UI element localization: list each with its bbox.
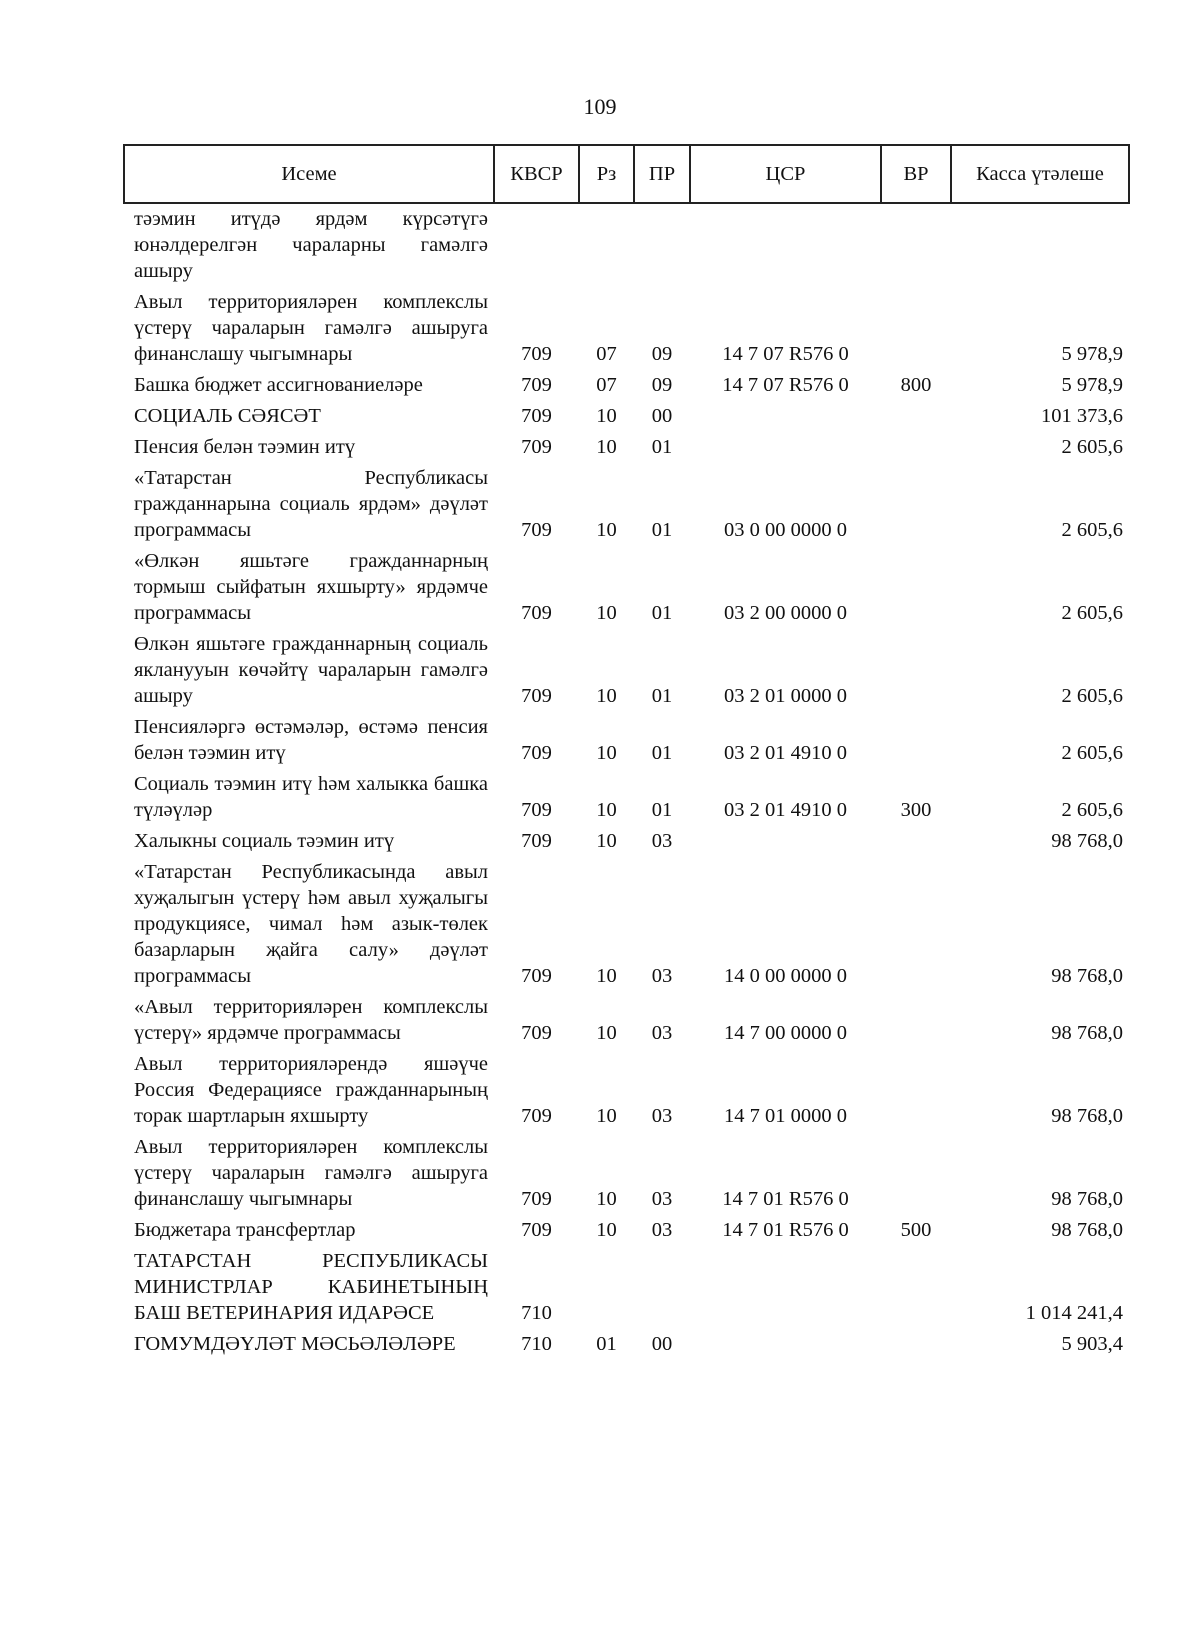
table-row bbox=[124, 1215, 1129, 1246]
budget-table bbox=[123, 144, 1130, 1360]
row-vr bbox=[881, 432, 951, 463]
row-pr: 03 bbox=[651, 1219, 673, 1241]
row-rz: 10 bbox=[596, 1105, 617, 1127]
row-rz: 10 bbox=[596, 436, 617, 458]
row-rz: 10 bbox=[596, 1188, 617, 1210]
row-name: Авыл территорияләрен комплекслы үстерү чараларын гамәлгә ашыруга финанслашу чыгымнары bbox=[134, 1136, 488, 1210]
row-csr bbox=[690, 1329, 881, 1360]
row-vr bbox=[881, 1049, 951, 1132]
row-amount: 2 605,6 bbox=[1061, 602, 1123, 624]
row-amount: 5 903,4 bbox=[1061, 1333, 1123, 1355]
row-amount: 98 768,0 bbox=[1051, 1188, 1123, 1210]
row-name: Өлкән яшьтәге гражданнарның социаль якланууын көчәйтү чараларын гамәлгә ашыру bbox=[134, 633, 488, 707]
row-pr: 01 bbox=[651, 519, 673, 541]
row-name: тәэмин итүдә ярдәм күрсәтүгә юнәлдерелгән чараларны гамәлгә ашыру bbox=[134, 208, 488, 282]
row-rz: 10 bbox=[596, 830, 617, 852]
row-kvsr: 709 bbox=[521, 799, 552, 821]
row-vr: 500 bbox=[900, 1219, 932, 1241]
row-kvsr: 709 bbox=[521, 742, 552, 764]
table-row bbox=[124, 629, 1129, 712]
row-csr: 14 7 01 R576 0 bbox=[722, 1219, 849, 1241]
table-row bbox=[124, 1246, 1129, 1329]
row-rz: 07 bbox=[596, 343, 617, 365]
row-kvsr: 709 bbox=[521, 965, 552, 987]
row-kvsr: 709 bbox=[521, 830, 552, 852]
row-csr: 14 7 00 0000 0 bbox=[724, 1022, 847, 1044]
table-row bbox=[124, 401, 1129, 432]
row-pr: 03 bbox=[651, 1022, 673, 1044]
header-kvsr: КВСР bbox=[494, 145, 579, 203]
row-rz: 10 bbox=[596, 1219, 617, 1241]
row-csr bbox=[690, 432, 881, 463]
table-row bbox=[124, 857, 1129, 992]
row-amount: 2 605,6 bbox=[1061, 742, 1123, 764]
row-name: ТАТАРСТАН РЕСПУБЛИКАСЫ МИНИСТРЛАР КАБИНЕТЫНЫҢ БАШ ВЕТЕРИНАРИЯ ИДАРӘСЕ bbox=[134, 1250, 488, 1324]
table-row bbox=[124, 826, 1129, 857]
row-vr: 300 bbox=[900, 799, 932, 821]
table-row bbox=[124, 432, 1129, 463]
row-rz: 10 bbox=[596, 965, 617, 987]
row-kvsr: 709 bbox=[521, 685, 552, 707]
row-pr: 01 bbox=[651, 436, 673, 458]
row-rz bbox=[579, 1246, 634, 1329]
row-name: «Өлкән яшьтәге гражданнарның тормыш сыйфатын яхшырту» ярдәмче программасы bbox=[134, 550, 488, 624]
row-pr: 01 bbox=[651, 685, 673, 707]
row-kvsr: 709 bbox=[521, 1188, 552, 1210]
row-rz: 10 bbox=[596, 685, 617, 707]
row-amount: 2 605,6 bbox=[1061, 799, 1123, 821]
row-name: СОЦИАЛЬ СӘЯСӘТ bbox=[134, 405, 321, 427]
row-kvsr: 709 bbox=[521, 436, 552, 458]
row-amount bbox=[951, 203, 1129, 287]
row-amount: 2 605,6 bbox=[1061, 519, 1123, 541]
row-name: Пенсия белән тәэмин итү bbox=[134, 436, 356, 458]
row-pr bbox=[634, 1246, 690, 1329]
table-row bbox=[124, 712, 1129, 769]
row-vr bbox=[881, 712, 951, 769]
header-kassa: Касса үтәлеше bbox=[951, 145, 1129, 203]
row-rz: 10 bbox=[596, 602, 617, 624]
row-kvsr: 709 bbox=[521, 519, 552, 541]
row-pr: 01 bbox=[651, 602, 673, 624]
table-row bbox=[124, 287, 1129, 370]
table-row bbox=[124, 203, 1129, 287]
row-kvsr: 709 bbox=[521, 1105, 552, 1127]
row-csr: 03 2 01 4910 0 bbox=[724, 799, 847, 821]
row-vr bbox=[881, 826, 951, 857]
row-amount: 98 768,0 bbox=[1051, 1219, 1123, 1241]
row-amount: 2 605,6 bbox=[1061, 436, 1123, 458]
row-pr: 03 bbox=[651, 1188, 673, 1210]
row-pr: 03 bbox=[651, 830, 673, 852]
table-row bbox=[124, 769, 1129, 826]
row-name: Бюджетара трансфертлар bbox=[134, 1219, 356, 1241]
row-rz: 10 bbox=[596, 519, 617, 541]
row-name: Авыл территорияләрендә яшәүче Россия Федерациясе гражданнарының торак шартларын яхшырту bbox=[134, 1053, 488, 1127]
row-csr: 14 7 07 R576 0 bbox=[722, 374, 849, 396]
row-rz bbox=[579, 203, 634, 287]
row-csr: 14 7 01 0000 0 bbox=[724, 1105, 847, 1127]
row-pr: 09 bbox=[651, 374, 673, 396]
row-pr: 01 bbox=[651, 742, 673, 764]
row-csr bbox=[690, 826, 881, 857]
row-vr bbox=[881, 1132, 951, 1215]
row-name: «Авыл территорияләрен комплекслы үстерү» ярдәмче программасы bbox=[134, 996, 488, 1044]
row-amount: 5 978,9 bbox=[1061, 374, 1123, 396]
row-name: «Татарстан Республикасында авыл хуҗалыгын үстерү һәм авыл хуҗалыгы продукциясе, чимал һәм азык-төлек базарларын җайга салу» дәүләт программасы bbox=[134, 861, 488, 987]
row-amount: 98 768,0 bbox=[1051, 1105, 1123, 1127]
row-name: Башка бюджет ассигнованиеләре bbox=[134, 374, 423, 396]
row-rz: 10 bbox=[596, 405, 617, 427]
row-rz: 10 bbox=[596, 1022, 617, 1044]
row-pr: 01 bbox=[651, 799, 673, 821]
row-pr: 00 bbox=[651, 1333, 673, 1355]
row-vr bbox=[881, 1246, 951, 1329]
row-rz: 10 bbox=[596, 799, 617, 821]
header-name: Исеме bbox=[124, 145, 494, 203]
row-name: Авыл территорияләрен комплекслы үстерү чараларын гамәлгә ашыруга финанслашу чыгымнары bbox=[134, 291, 488, 365]
row-kvsr bbox=[494, 203, 579, 287]
row-amount: 5 978,9 bbox=[1061, 343, 1123, 365]
row-kvsr: 710 bbox=[521, 1302, 552, 1324]
row-vr bbox=[881, 629, 951, 712]
row-vr bbox=[881, 401, 951, 432]
row-kvsr: 709 bbox=[521, 405, 552, 427]
header-pr: ПР bbox=[634, 145, 690, 203]
table-row bbox=[124, 546, 1129, 629]
row-kvsr: 710 bbox=[521, 1333, 552, 1355]
header-vr: ВР bbox=[881, 145, 951, 203]
row-csr bbox=[690, 203, 881, 287]
row-vr bbox=[881, 463, 951, 546]
row-name: ГОМУМДӘҮЛӘТ МӘСЬӘЛӘЛӘРЕ bbox=[134, 1333, 456, 1355]
table-row bbox=[124, 1329, 1129, 1360]
row-kvsr: 709 bbox=[521, 374, 552, 396]
row-amount: 2 605,6 bbox=[1061, 685, 1123, 707]
row-csr: 03 2 00 0000 0 bbox=[724, 602, 847, 624]
row-name: Социаль тәэмин итү һәм халыкка башка түләүләр bbox=[134, 773, 488, 821]
row-pr: 09 bbox=[651, 343, 673, 365]
row-name: «Татарстан Республикасы гражданнарына социаль ярдәм» дәүләт программасы bbox=[134, 467, 488, 541]
row-csr bbox=[690, 401, 881, 432]
page-number: 109 bbox=[583, 94, 617, 119]
row-pr: 00 bbox=[651, 405, 673, 427]
row-csr: 14 7 07 R576 0 bbox=[722, 343, 849, 365]
row-vr bbox=[881, 287, 951, 370]
row-rz: 01 bbox=[596, 1333, 617, 1355]
row-kvsr: 709 bbox=[521, 602, 552, 624]
row-vr bbox=[881, 857, 951, 992]
row-vr bbox=[881, 546, 951, 629]
row-csr: 03 2 01 0000 0 bbox=[724, 685, 847, 707]
row-amount: 98 768,0 bbox=[1051, 830, 1123, 852]
row-vr bbox=[881, 1329, 951, 1360]
row-csr: 03 0 00 0000 0 bbox=[724, 519, 847, 541]
row-name: Халыкны социаль тәэмин итү bbox=[134, 830, 395, 852]
row-pr: 03 bbox=[651, 965, 673, 987]
table-row bbox=[124, 1132, 1129, 1215]
table-header bbox=[124, 145, 1129, 203]
row-csr bbox=[690, 1246, 881, 1329]
row-kvsr: 709 bbox=[521, 1219, 552, 1241]
row-vr: 800 bbox=[900, 374, 932, 396]
row-rz: 07 bbox=[596, 374, 617, 396]
row-amount: 98 768,0 bbox=[1051, 1022, 1123, 1044]
table-row bbox=[124, 1049, 1129, 1132]
table-body bbox=[124, 203, 1129, 1360]
row-name: Пенсияләргә өстәмәләр, өстәмә пенсия белән тәэмин итү bbox=[134, 716, 488, 764]
row-csr: 03 2 01 4910 0 bbox=[724, 742, 847, 764]
row-csr: 14 0 00 0000 0 bbox=[724, 965, 847, 987]
table-row bbox=[124, 463, 1129, 546]
row-pr: 03 bbox=[651, 1105, 673, 1127]
header-rz: Рз bbox=[579, 145, 634, 203]
row-kvsr: 709 bbox=[521, 343, 552, 365]
row-vr bbox=[881, 203, 951, 287]
row-csr: 14 7 01 R576 0 bbox=[722, 1188, 849, 1210]
table-row bbox=[124, 370, 1129, 401]
row-amount: 1 014 241,4 bbox=[1025, 1302, 1123, 1324]
row-rz: 10 bbox=[596, 742, 617, 764]
row-vr bbox=[881, 992, 951, 1049]
table-row bbox=[124, 992, 1129, 1049]
row-amount: 98 768,0 bbox=[1051, 965, 1123, 987]
row-amount: 101 373,6 bbox=[1041, 405, 1123, 427]
row-pr bbox=[634, 203, 690, 287]
row-kvsr: 709 bbox=[521, 1022, 552, 1044]
header-csr: ЦСР bbox=[690, 145, 881, 203]
